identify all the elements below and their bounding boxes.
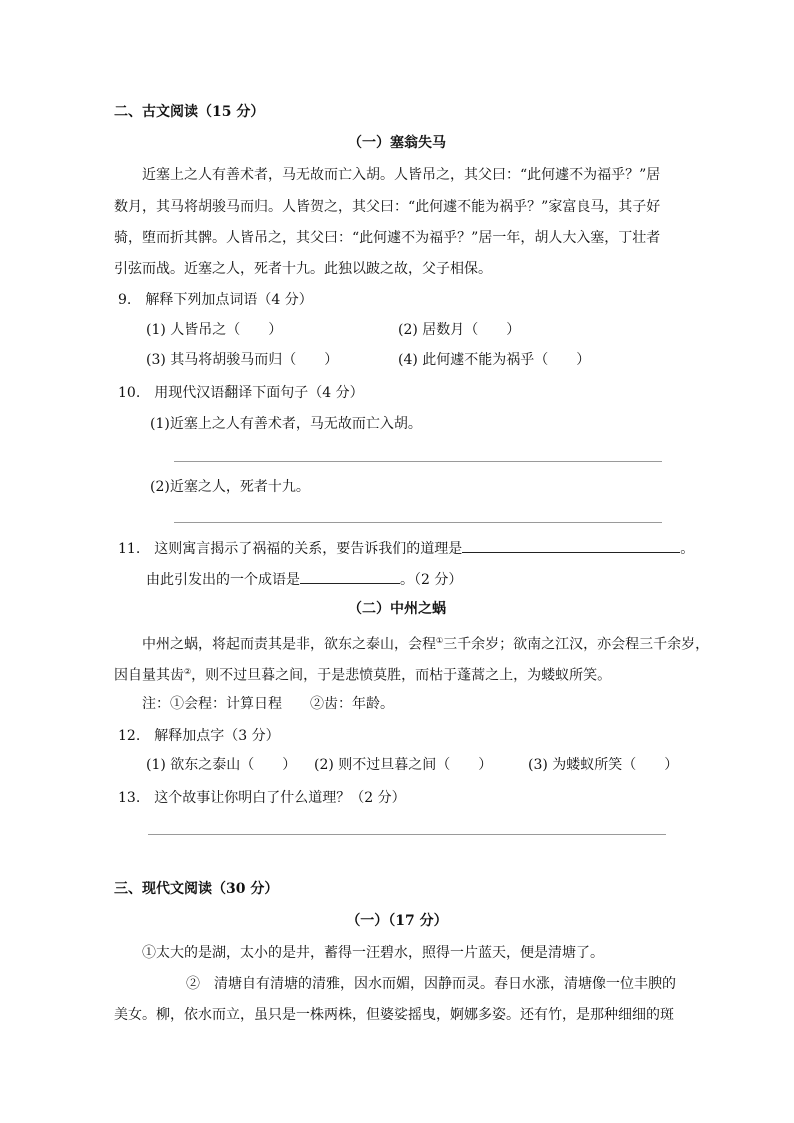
passage-line: 数月，其马将胡骏马而归。人皆贺之，其父曰：“此何遽不能为祸乎？”家富良马，其子好 [114, 199, 661, 215]
question-12-stem: 12. 解释加点字（3 分） [118, 728, 280, 744]
question-13-stem: 13. 这个故事让你明白了什么道理？（2 分） [118, 790, 406, 806]
passage-line [142, 632, 709, 654]
passage-title-zhongzhou: （二）中州之蜗 [348, 601, 446, 617]
footnote-mark: ② [184, 667, 192, 676]
paragraph-1: ①太大的是湖，太小的是井，蓄得一汪碧水，照得一片蓝天，便是清塘了。 [142, 945, 604, 961]
part-title: （一）（17 分） [346, 913, 448, 929]
passage-title-saiweng: （一）塞翁失马 [348, 135, 446, 151]
paragraph-2-line-1: ② 清塘自有清塘的清雅，因水而媚，因静而灵。春日水涨，清塘像一位丰腴的 [186, 976, 676, 992]
question-11-score: 。（2 分） [400, 572, 463, 588]
question-10-sentence-1: (1)近塞上之人有善术者，马无故而亡入胡。 [150, 416, 422, 432]
question-12-item: (2) 则不过旦暮之间（ ） [314, 757, 493, 773]
question-10-sentence-2: (2)近塞之人，死者十九。 [150, 479, 310, 495]
question-11-text: 11. 这则寓言揭示了祸福的关系，要告诉我们的道理是 [118, 541, 463, 557]
answer-line[interactable] [174, 522, 662, 523]
footnote: 注：①会程：计算日程 ②齿：年龄。 [142, 696, 394, 712]
question-12-item: (3) 为蝼蚁所笑（ ） [528, 757, 679, 773]
section-heading-classical: 二、古文阅读（15 分） [114, 104, 265, 120]
answer-line[interactable] [174, 461, 662, 462]
question-11-text: 由此引发出的一个成语是 [146, 572, 300, 588]
question-9-item: (3) 其马将胡骏马而归（ ） [146, 352, 339, 368]
fill-blank[interactable] [462, 538, 680, 553]
passage-text: 三千余岁；欲南之江汉，亦会程三千余岁， [443, 636, 710, 653]
footnote-mark: ① [436, 636, 444, 645]
passage-line: 近塞上之人有善术者，马无故而亡入胡。人皆吊之，其父曰：“此何遽不为福乎？”居 [142, 167, 661, 183]
answer-line[interactable] [148, 834, 666, 835]
question-9-item: (1) 人皆吊之（ ） [146, 322, 283, 338]
fill-blank[interactable] [300, 569, 400, 584]
passage-line [114, 663, 611, 685]
passage-line: 骑，堕而折其髀。人皆吊之，其父曰：“此何遽不为福乎？”居一年，胡人大入塞，丁壮者 [114, 230, 661, 246]
punctuation: 。 [680, 541, 695, 557]
passage-text: 因自量其齿 [114, 667, 184, 684]
passage-text: ，则不过旦暮之间，于是悲愤莫胜，而枯于蓬蒿之上，为蝼蚁所笑。 [191, 667, 612, 684]
question-11-line-1 [118, 538, 694, 558]
paragraph-2-line-2: 美女。柳，依水而立，虽只是一株两株，但婆娑摇曳，婀娜多姿。还有竹，是那种细细的斑 [114, 1007, 674, 1023]
question-12-item: (1) 欲东之泰山（ ） [146, 757, 297, 773]
section-heading-modern: 三、现代文阅读（30 分） [114, 881, 279, 897]
question-10-stem: 10. 用现代汉语翻译下面句子（4 分） [118, 385, 364, 401]
passage-text: 中州之蜗，将起而责其是非，欲东之泰山，会程 [142, 636, 436, 653]
question-11-line-2 [146, 569, 462, 589]
question-9-item: (2) 居数月（ ） [398, 322, 521, 338]
question-9-stem: 9. 解释下列加点词语（4 分） [118, 292, 313, 308]
passage-line: 引弦而战。近塞之人，死者十九。此独以跛之故，父子相保。 [114, 261, 492, 277]
question-9-item: (4) 此何遽不能为祸乎（ ） [398, 352, 591, 368]
